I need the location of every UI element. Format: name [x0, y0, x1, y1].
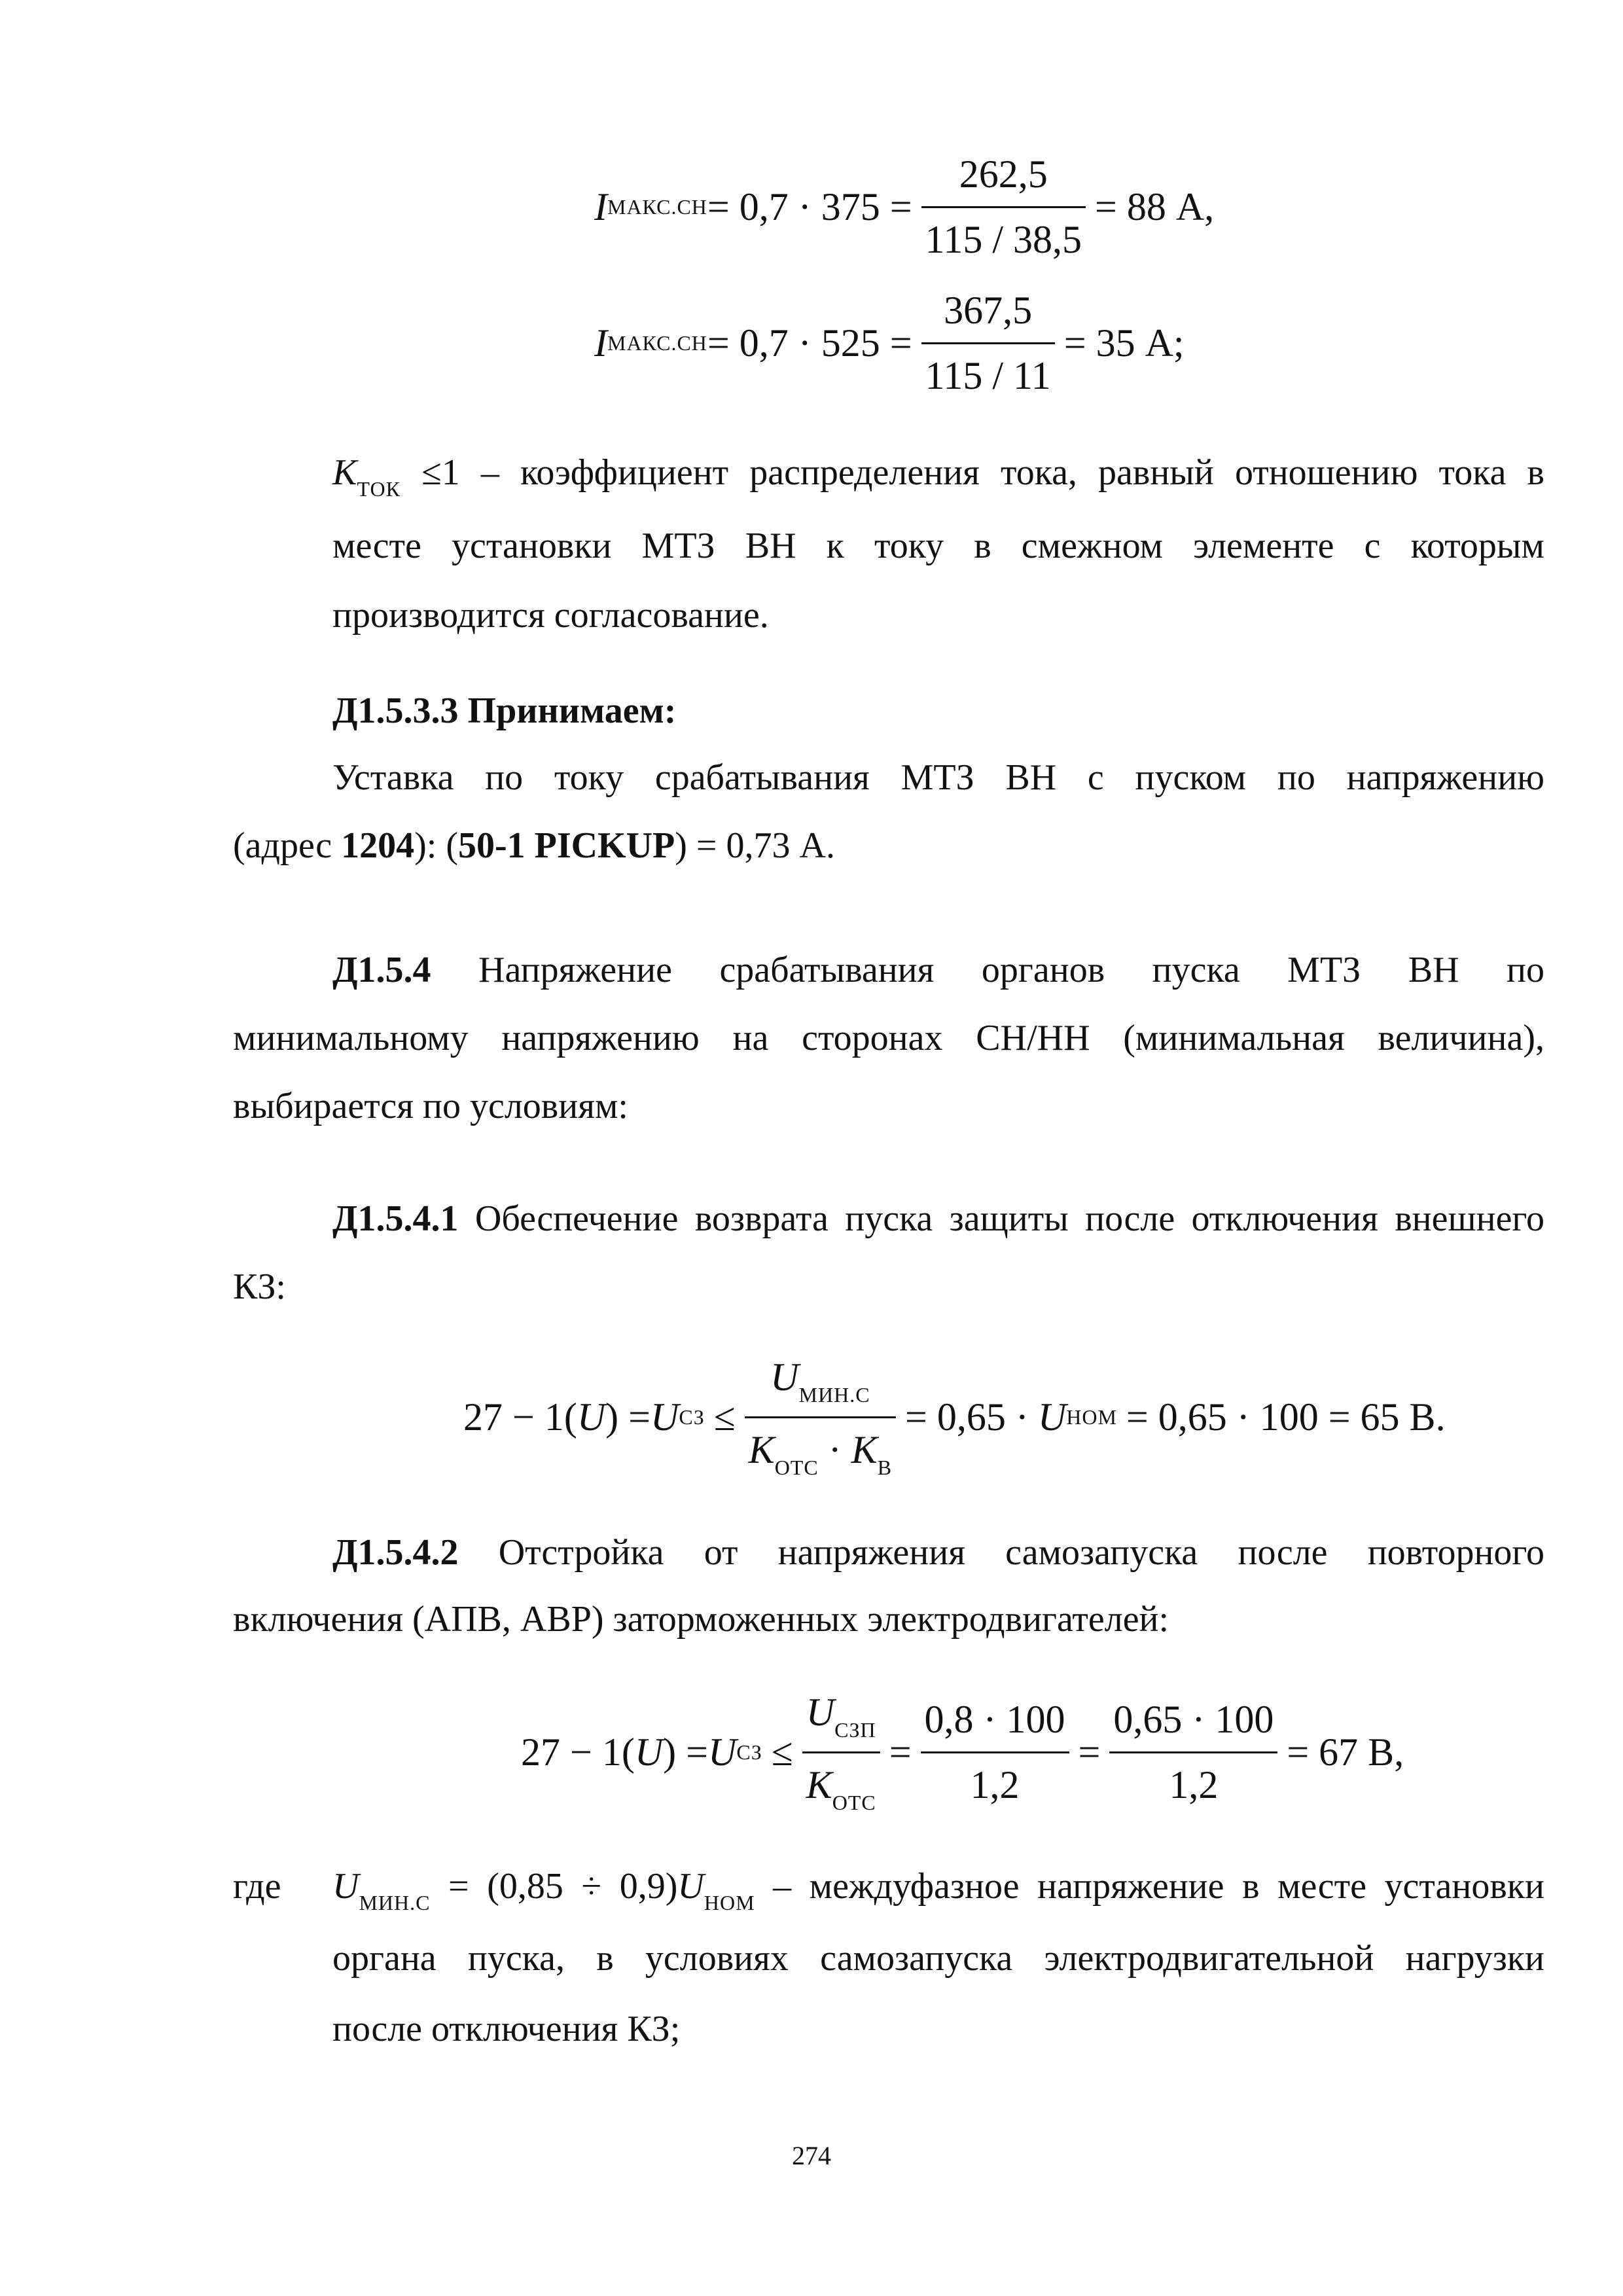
formula-subscript: МАКС.СН [607, 195, 707, 219]
subscript-ots: ОТС [774, 1456, 819, 1479]
symbol-u: U [1037, 1395, 1067, 1439]
section-number: Д1.5.4.1 [332, 1198, 459, 1239]
symbol-le: ≤ [771, 1731, 793, 1774]
fraction-denominator [802, 1753, 880, 1815]
subscript-szp: СЗП [834, 1718, 876, 1742]
section-d1541-line-2: КЗ: [233, 1266, 286, 1307]
fraction-denominator: 115 / 38,5 [925, 218, 1082, 261]
symbol-u: U [677, 1866, 704, 1907]
fraction-numerator: 0,8 · 100 [921, 1697, 1069, 1753]
accept-text: ): ( [414, 825, 458, 866]
section-d1542-line-1 [332, 1534, 1544, 1571]
symbol-k: K [851, 1428, 878, 1471]
formula-lhs: ) = [605, 1395, 651, 1439]
formula-subscript: МАКС.СН [607, 331, 707, 355]
ktok-line-1 [332, 454, 1544, 499]
symbol-u: U [577, 1395, 606, 1439]
fraction-numerator [745, 1355, 896, 1418]
section-text: Напряжение срабатывания органов пуска МТЗ ВН по [478, 950, 1545, 990]
subscript-ots: ОТС [832, 1791, 876, 1814]
symbol-k: K [748, 1428, 775, 1471]
formula-fraction [921, 1697, 1069, 1808]
subscript-nom: НОМ [1066, 1405, 1117, 1429]
symbol-u: U [651, 1395, 679, 1439]
fraction-numerator: 0,65 · 100 [1109, 1697, 1277, 1753]
subscript-nom: НОМ [704, 1891, 755, 1914]
section-d1542-line-2: включения (АПВ, АВР) заторможенных электродвигателей: [233, 1599, 1169, 1640]
formula-result: = 67 В, [1287, 1731, 1404, 1774]
symbol-u: U [806, 1691, 835, 1734]
formula-symbol-i: I [594, 185, 607, 228]
section-number: Д1.5.4 [332, 950, 431, 990]
fraction-denominator: 1,2 [1169, 1763, 1219, 1806]
fraction-denominator: 1,2 [970, 1763, 1020, 1806]
ktok-relation: ≤1 [421, 452, 460, 493]
page-number: 274 [792, 2141, 831, 2170]
symbol-u: U [634, 1731, 664, 1774]
subscript-tok: ТОК [357, 477, 401, 501]
formula-symbol-i: I [594, 321, 607, 365]
fraction-numerator: 262,5 [921, 152, 1086, 208]
formula-rhs: = 0,65 · [905, 1395, 1029, 1439]
section-d154-line-1 [332, 952, 1544, 988]
formula-fraction [921, 152, 1086, 262]
formula-fraction [921, 288, 1055, 399]
subscript-v: В [877, 1456, 893, 1479]
accept-value: ) = 0,73 А. [675, 825, 835, 866]
section-d1541-line-1 [332, 1200, 1544, 1237]
symbol-dot: · [828, 1428, 842, 1471]
symbol-k: K [806, 1763, 832, 1806]
formula-fraction [1109, 1697, 1277, 1808]
accept-line-2 [233, 827, 835, 864]
symbol-u: U [332, 1866, 359, 1907]
ktok-line-3: производится согласование. [332, 595, 769, 636]
formula-27-1-u-1 [463, 1355, 1446, 1480]
formula-lhs: 27 − 1( [521, 1731, 635, 1774]
subscript-min-s: МИН.С [798, 1383, 870, 1407]
symbol-u: U [708, 1731, 737, 1774]
where-expression: = (0,85 ÷ 0,9) [448, 1866, 678, 1907]
formula-result: = 88 А, [1095, 185, 1215, 228]
formula-lhs: 27 − 1( [463, 1395, 577, 1439]
formula-expression: = 0,7 · 375 = [707, 185, 912, 228]
formula-lhs: ) = [663, 1731, 708, 1774]
formula-result: = 35 А; [1063, 321, 1185, 365]
section-text: Отстройка от напряжения самозапуска после повторного [498, 1532, 1545, 1573]
heading-d1533: Д1.5.3.3 Принимаем: [332, 691, 677, 731]
subscript-sz: СЗ [679, 1405, 705, 1429]
where-line-1 [332, 1868, 1544, 1913]
formula-fraction [802, 1690, 880, 1815]
where-label: где [233, 1866, 281, 1907]
subscript-sz: СЗ [736, 1740, 762, 1764]
fraction-numerator [802, 1690, 880, 1753]
formula-expression: = 0,7 · 525 = [707, 321, 912, 365]
symbol-le: ≤ [713, 1395, 736, 1439]
formula-i-maks-sn-2 [594, 288, 1185, 399]
section-text: Обеспечение возврата пуска защиты после отключения внешнего [474, 1198, 1544, 1239]
fraction-numerator: 367,5 [921, 288, 1055, 344]
formula-result: = 0,65 · 100 = 65 В. [1126, 1395, 1446, 1439]
ktok-text: – коэффициент распределения тока, равный отношению тока в [480, 452, 1544, 493]
fraction-denominator [745, 1418, 896, 1480]
accept-text: (адрес [233, 825, 342, 866]
formula-fraction [745, 1355, 896, 1480]
where-text: – междуфазное напряжение в месте установки [773, 1866, 1544, 1907]
formula-i-maks-sn-1 [594, 152, 1214, 262]
where-line-3: после отключения КЗ; [332, 2009, 681, 2049]
subscript-min-s: МИН.С [359, 1891, 431, 1914]
section-number: Д1.5.4.2 [332, 1532, 459, 1573]
symbol-u: U [770, 1355, 799, 1399]
address-value: 1204 [341, 825, 415, 866]
section-d154-line-3: выбирается по условиям: [233, 1086, 628, 1126]
section-d154-line-2: минимальному напряжению на сторонах СН/НН (минимальная величина), [233, 1018, 1544, 1058]
accept-line-1: Уставка по току срабатывания МТЗ ВН с пуском по напряжению [332, 757, 1544, 798]
fraction-denominator: 115 / 11 [925, 354, 1051, 397]
where-line-2: органа пуска, в условиях самозапуска электродвигательной нагрузки [332, 1938, 1544, 1979]
formula-27-1-u-2: 27 − 1( U ) = U СЗ ≤ $\frac{U_{СЗП}}{K_{ОТС}}$ = $\frac{0,8 \cdot 100}{1,2}$ = $\frac{0,65 \cdot 100}{1,2}$ = 67 В, [521, 1691, 1404, 1814]
symbol-k: K [332, 452, 357, 493]
parameter-name: 50-1 PICKUP [457, 825, 675, 866]
ktok-line-2: месте установки МТЗ ВН к току в смежном элементе с которым [332, 526, 1544, 566]
